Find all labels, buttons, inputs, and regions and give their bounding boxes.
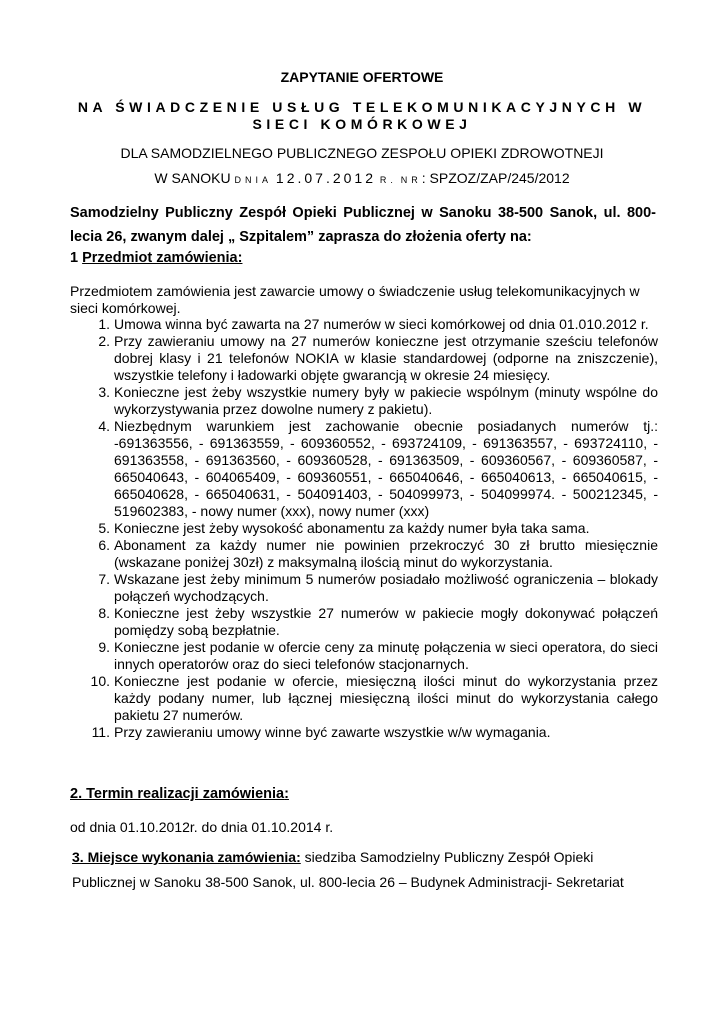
section-2-term: od dnia 01.10.2012r. do dnia 01.10.2014 r. xyxy=(70,819,334,835)
list-item xyxy=(70,571,658,605)
list-item-text: Konieczne jest żeby wysokość abonamentu za każdy numer była taka sama. xyxy=(114,520,590,536)
section-1-title: Przedmiot zamówienia: xyxy=(82,250,243,266)
list-item xyxy=(70,639,658,673)
reference-number: : SPZOZ/ZAP/245/2012 xyxy=(421,170,570,186)
list-item-text: Przy zawieraniu umowy winne być zawarte wszystkie w/w wymagania. xyxy=(114,724,551,740)
list-item xyxy=(70,605,658,639)
list-item-text: Konieczne jest podanie w ofercie ceny za minutę połączenia w sieci operatora, do sieci innych operatorów oraz do sieci telefonów stacjonarnych. xyxy=(114,639,658,672)
list-item-number: 5. xyxy=(98,520,110,536)
list-item-number: 1. xyxy=(98,316,110,332)
list-item-number: 4. xyxy=(98,418,110,434)
list-item-text: Abonament za każdy numer nie powinien przekroczyć 30 zł brutto miesięcznie (wskazane poniżej 30zł) z maksymalną ilością minut do wykorzystania. xyxy=(114,537,658,570)
dnia-label: DNIA xyxy=(234,175,273,185)
section-3-title: 3. Miejsce wykonania zamówienia: xyxy=(72,849,301,865)
section-3-paragraph xyxy=(72,845,658,895)
section-2-title: 2. Termin realizacji zamówienia xyxy=(70,786,285,802)
place-label: W SANOKU xyxy=(154,170,231,186)
section-3-text: siedziba Samodzielny Publiczny Zespół Opieki Publicznej w Sanoku 38-500 Sanok, ul. 800-lecia 26 – Budynek Administracji- Sekretariat xyxy=(72,849,624,890)
list-item xyxy=(70,333,658,384)
recipient-line: DLA SAMODZIELNEGO PUBLICZNEGO ZESPOŁU OPIEKI ZDROWOTNEJI xyxy=(120,145,604,161)
list-item-number: 9. xyxy=(98,639,110,655)
list-item-text: Przy zawieraniu umowy na 27 numerów konieczne jest otrzymanie sześciu telefonów dobrej klasy i 21 telefonów NOKIA w klasie standardowej (odporne na zniszczenie), wszystkie telefony i ładowarki objęte gwarancją w okresie 24 miesięcy. xyxy=(114,333,658,383)
list-item-text: Wskazane jest żeby minimum 5 numerów posiadało możliwość ograniczenia – blokady połączeń wychodzących. xyxy=(114,571,658,604)
section-1-lead: Przedmiotem zamówienia jest zawarcie umowy o świadczenie usług telekomunikacyjnych w sieci komórkowej. xyxy=(70,283,640,316)
section-2-colon: : xyxy=(284,786,289,802)
section-2-heading xyxy=(70,786,289,802)
requirements-list xyxy=(70,316,658,741)
nr-label: NR xyxy=(400,175,422,185)
list-item xyxy=(70,384,658,418)
list-item xyxy=(70,673,658,724)
section-1-heading xyxy=(70,250,242,266)
list-item xyxy=(70,316,658,333)
list-item-number: 10. xyxy=(90,673,110,689)
list-item xyxy=(70,537,658,571)
list-item xyxy=(70,418,658,520)
document-subject-heading: NA ŚWIADCZENIE USŁUG TELEKOMUNIKACYJNYCH W SIECI KOMÓRKOWEJ xyxy=(77,99,647,132)
list-item-number: 6. xyxy=(98,537,110,553)
intro-paragraph: Samodzielny Publiczny Zespół Opieki Publicznej w Sanoku 38-500 Sanok, ul. 800-lecia 26, zwanym dalej „ Szpitalem” zaprasza do złożenia oferty na: xyxy=(70,205,656,245)
list-item-number: 3. xyxy=(98,384,110,400)
list-item-number: 8. xyxy=(98,605,110,621)
list-item xyxy=(70,724,658,741)
section-1-number: 1 xyxy=(70,250,79,266)
list-item-text: Konieczne jest podanie w ofercie, miesięczną ilości minut do wykorzystania przez każdy podany numer, lub łącznej miesięczną ilości minut do wykorzystania całego pakietu 27 numerów. xyxy=(114,673,658,723)
list-item-text: Niezbędnym warunkiem jest zachowanie obecnie posiadanych numerów tj.: -691363556, - 691363559, - 609360552, - 693724109, - 691363557, - 693724110, - 691363558, - 691363560, - 609360528, - 691363509, - 609360567, - 609360587, - 665040643, - 604065409, - 609360551, - 665040646, - 665040613, - 665040615, - 665040628, - 665040631, - 504091403, - 504099973, - 504099974. - 500212345, - 519602383, - nowy numer (xxx), nowy numer (xxx) xyxy=(114,418,658,519)
document-date: 12.07.2012 xyxy=(275,170,376,186)
date-reference-line xyxy=(0,170,724,186)
list-item-number: 7. xyxy=(98,571,110,587)
document-title: ZAPYTANIE OFERTOWE xyxy=(280,69,444,85)
list-item-text: Konieczne jest żeby wszystkie numery były w pakiecie wspólnym (minuty wspólne do wykorzystywania przez dowolne numery z pakietu). xyxy=(114,384,658,417)
list-item-text: Umowa winna być zawarta na 27 numerów w sieci komórkowej od dnia 01.010.2012 r. xyxy=(114,316,649,332)
list-item xyxy=(70,520,658,537)
list-item-number: 11. xyxy=(91,724,110,740)
list-item-number: 2. xyxy=(98,333,110,349)
r-label: R. xyxy=(379,175,397,185)
list-item-text: Konieczne jest żeby wszystkie 27 numerów w pakiecie mogły dokonywać połączeń pomiędzy sobą bezpłatnie. xyxy=(114,605,658,638)
